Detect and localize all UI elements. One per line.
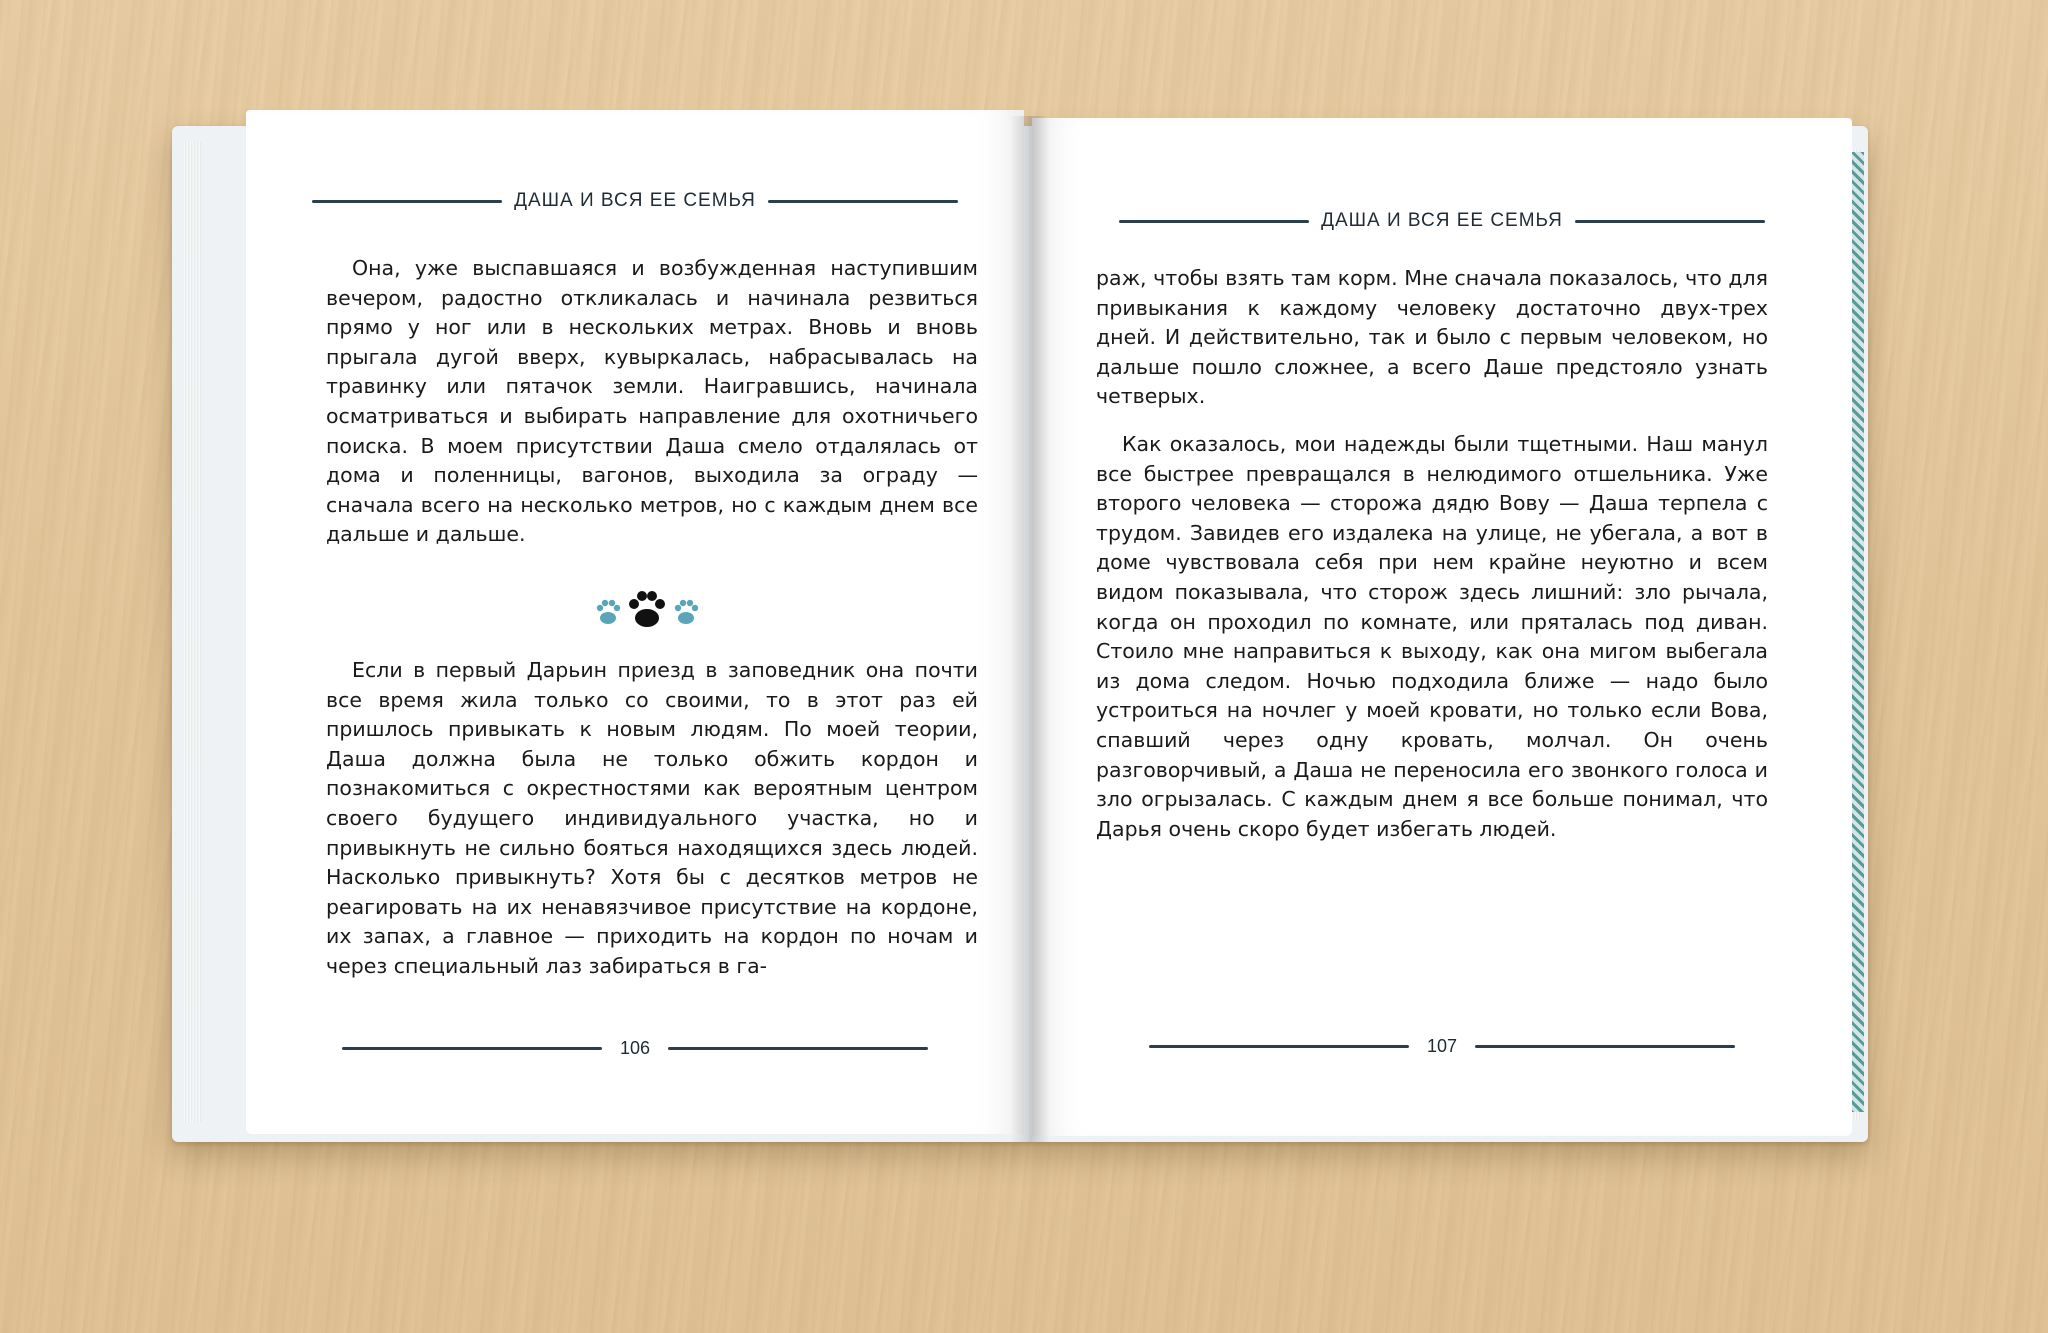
footer-rule-right <box>1475 1045 1735 1048</box>
paragraph <box>326 656 978 982</box>
right-page <box>1032 118 1852 1136</box>
header-rule-right <box>1575 220 1765 223</box>
paragraph-text: раж, чтобы взять там корм. Мне сначала показалось, что для привыкания к каждому человеку достаточно двух-трех дней. И действительно, так и было с первым человеком, но дальше пошло сложнее, а всего Даше предстояло узнать четверых. <box>1096 266 1768 409</box>
left-page <box>246 110 1024 1134</box>
running-head <box>246 186 1024 216</box>
cover-pattern-strip <box>1850 152 1864 1112</box>
header-rule-left <box>312 200 502 203</box>
header-rule-left <box>1119 220 1309 223</box>
running-head-title: ДАША И ВСЯ ЕЕ СЕМЬЯ <box>514 190 756 211</box>
page-number: 106 <box>619 1037 651 1058</box>
paragraph-text: Если в первый Дарьин приезд в заповедник она почти все время жила только со своими, то в этот раз ей пришлось привыкать к новым людям. По моей теории, Даша должна была не только обжить кордон и познакомиться с окрестностями как вероятным центром своего будущего индивидуального участка, но и привыкнуть не сильно бояться находящихся здесь людей. Насколько привыкнуть? Хотя бы с десятков метров не реагировать на их ненавязчивое присутствие на кордоне, их запах, а главное — приходить на кордон по ночам и через специальный лаз забираться в га- <box>326 658 978 978</box>
running-head <box>1032 206 1852 236</box>
page-footer <box>1032 1034 1852 1058</box>
page-footer <box>246 1036 1024 1060</box>
footer-rule-left <box>1149 1045 1409 1048</box>
paragraph <box>326 254 978 550</box>
page-number: 107 <box>1426 1035 1458 1056</box>
running-head-title: ДАША И ВСЯ ЕЕ СЕМЬЯ <box>1321 210 1563 231</box>
paragraph <box>1096 430 1768 844</box>
page-edges-left <box>184 142 202 1122</box>
footer-rule-right <box>668 1047 928 1050</box>
paragraph-text: Она, уже выспавшаяся и возбужденная наступившим вечером, радостно откликалась и начинала резвиться прямо у ног или в нескольких метрах. Вновь и вновь прыгала дугой вверх, кувыркалась, набрасывалась на травинку или пятачок земли. Наигравшись, начинала осматриваться и выбирать направление для охотничьего поиска. В моем присутствии Даша смело отдалялась от дома и поленницы, вагонов, выходила за ограду — сначала всего на несколько метров, но с каждым днем все дальше и дальше. <box>326 256 978 547</box>
paragraph-text: Как оказалось, мои надежды были тщетными. Наш манул все быстрее превращался в нелюдимого отшельника. Уже второго человека — сторожа дядю Вову — Даша терпела с трудом. Завидев его издалека на улице, не убегала, а вот в доме чувствовала себя при нем крайне неуютно и всем видом показывала, что сторож здесь лишний: зло рычала, когда он проходил по комнате, или пряталась под диван. Стоило мне направиться к выходу, как она мигом выбегала из дома следом. Ночью подходила ближе — надо было устроиться на ночлег у моей кровати, но только если Вова, спавший через одну кровать, молчал. Он очень разговорчивый, а Даша не переносила его звонкого голоса и зло огрызалась. С каждым днем я все больше понимал, что Дарья очень скоро будет избегать людей. <box>1096 432 1768 841</box>
paw-prints-icon <box>592 588 702 636</box>
paragraph <box>1096 264 1768 412</box>
footer-rule-left <box>342 1047 602 1050</box>
book-gutter <box>1010 116 1050 1142</box>
header-rule-right <box>768 200 958 203</box>
